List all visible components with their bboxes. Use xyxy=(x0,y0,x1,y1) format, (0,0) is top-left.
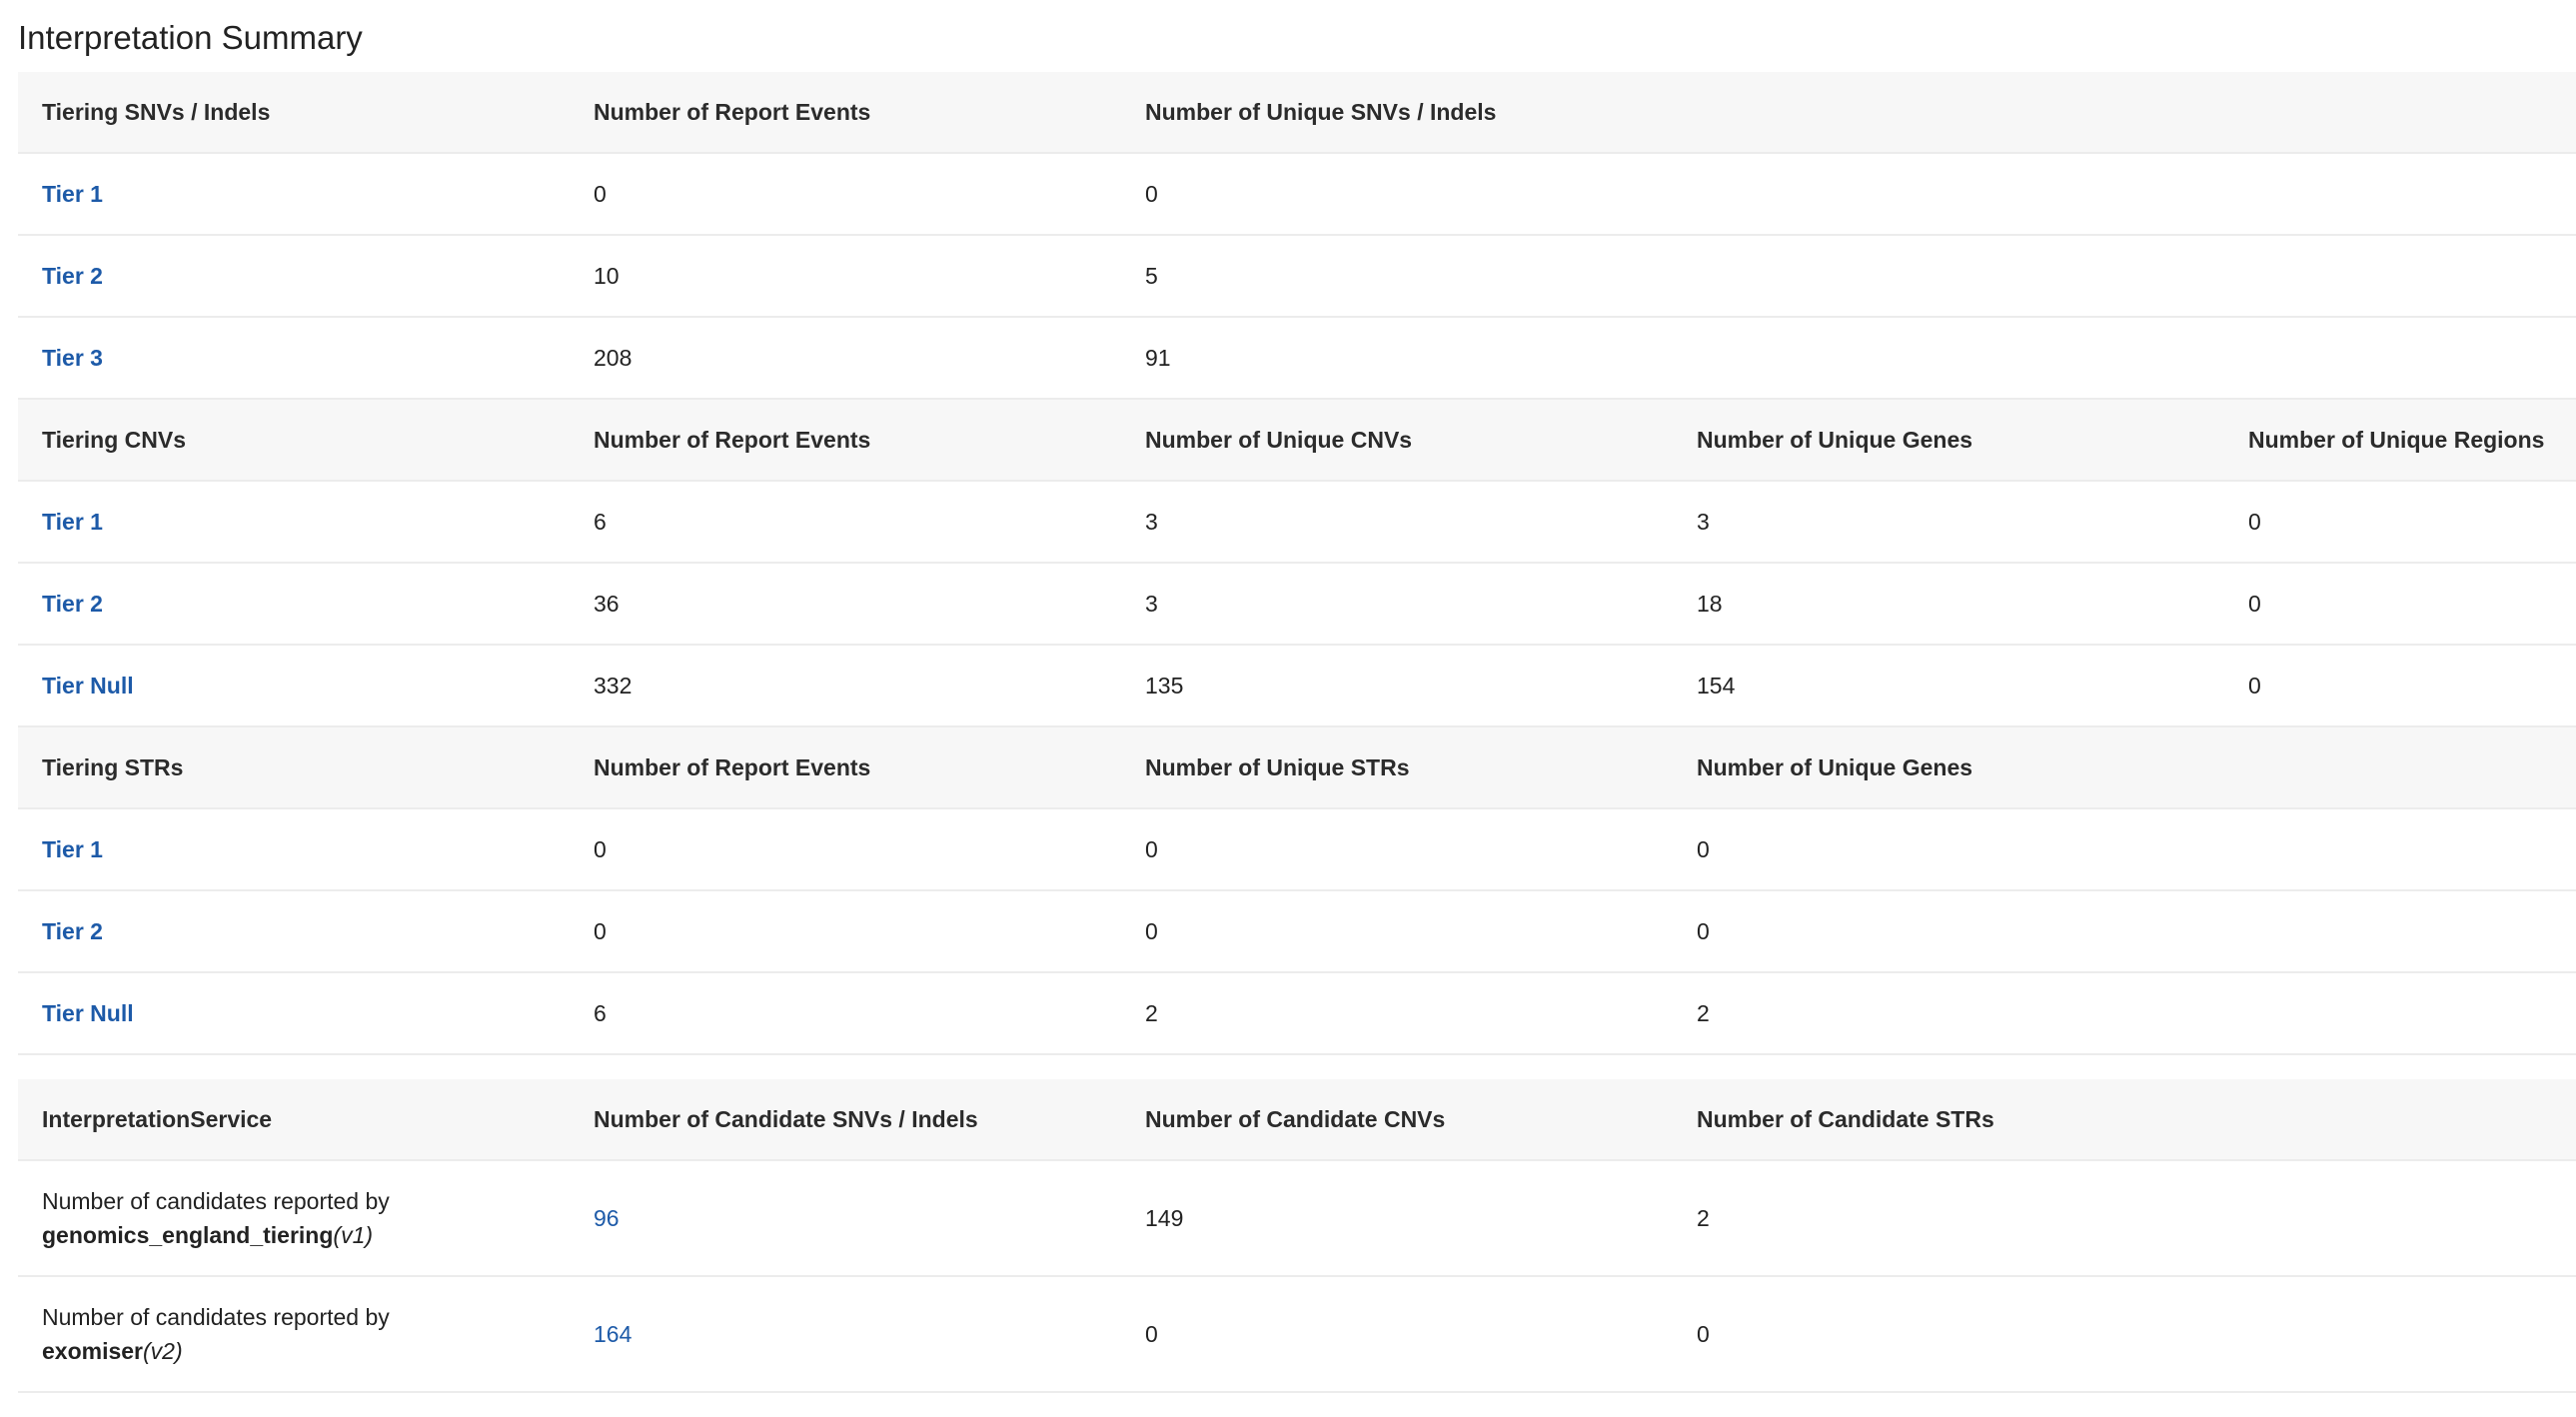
str-tier-1-report-events: 0 xyxy=(594,836,607,862)
cnv-tier-1-link[interactable]: Tier 1 xyxy=(42,509,103,535)
str-header-unique-genes: Number of Unique Genes xyxy=(1697,754,1973,780)
cnv-header-tiering: Tiering CNVs xyxy=(42,427,186,453)
cnv-tier-null-unique-genes: 154 xyxy=(1697,673,1736,699)
service-label xyxy=(42,1300,390,1368)
str-tier-1-link[interactable]: Tier 1 xyxy=(42,836,103,862)
cnv-tier-2-link[interactable]: Tier 2 xyxy=(42,591,103,617)
snv-tier-2-unique: 5 xyxy=(1145,263,1158,289)
snv-header-report-events: Number of Report Events xyxy=(594,99,871,125)
str-tier-2-unique-strs: 0 xyxy=(1145,918,1158,944)
cnv-tier-2-report-events: 36 xyxy=(594,591,620,617)
str-tier-1-unique-strs: 0 xyxy=(1145,836,1158,862)
cnv-tier-null-unique-regions: 0 xyxy=(2248,673,2261,699)
str-tier-2-report-events: 0 xyxy=(594,918,607,944)
str-tier-null-report-events: 6 xyxy=(594,1000,607,1026)
candidate-strs-value: 2 xyxy=(1697,1205,1710,1231)
str-row-tier-null xyxy=(18,973,2576,1055)
service-row-genomics-england-tiering xyxy=(18,1161,2576,1277)
snv-row-tier-3 xyxy=(18,318,2576,400)
cnv-tier-1-unique-cnvs: 3 xyxy=(1145,509,1158,535)
str-tier-null-link[interactable]: Tier Null xyxy=(42,1000,134,1026)
cnv-row-tier-null xyxy=(18,646,2576,727)
cnv-row-tier-1 xyxy=(18,482,2576,564)
service-name: exomiser xyxy=(42,1338,144,1364)
cnv-tier-1-report-events: 6 xyxy=(594,509,607,535)
service-label-prefix: Number of candidates reported by xyxy=(42,1304,390,1330)
cnv-header-unique-cnvs: Number of Unique CNVs xyxy=(1145,427,1413,453)
cnv-tier-null-report-events: 332 xyxy=(594,673,633,699)
service-table-header xyxy=(18,1079,2576,1161)
str-tier-null-unique-genes: 2 xyxy=(1697,1000,1710,1026)
cnv-tier-null-unique-cnvs: 135 xyxy=(1145,673,1184,699)
service-version: (v2) xyxy=(143,1338,183,1364)
snv-tier-3-unique: 91 xyxy=(1145,345,1171,371)
str-row-tier-1 xyxy=(18,809,2576,891)
table-spacer xyxy=(18,1055,2576,1079)
str-tier-2-link[interactable]: Tier 2 xyxy=(42,918,103,944)
candidate-strs-value: 0 xyxy=(1697,1321,1710,1347)
str-row-tier-2 xyxy=(18,891,2576,973)
snv-row-tier-1 xyxy=(18,154,2576,236)
service-header-name: InterpretationService xyxy=(42,1106,273,1132)
service-version: (v1) xyxy=(333,1222,374,1248)
snv-tier-1-link[interactable]: Tier 1 xyxy=(42,181,103,207)
interpretation-summary-tables xyxy=(18,72,2576,1393)
snv-header-unique: Number of Unique SNVs / Indels xyxy=(1145,99,1497,125)
snv-tier-3-report-events: 208 xyxy=(594,345,633,371)
cnv-tier-2-unique-cnvs: 3 xyxy=(1145,591,1158,617)
str-table-header xyxy=(18,727,2576,809)
snv-tier-1-unique: 0 xyxy=(1145,181,1158,207)
cnv-header-unique-regions: Number of Unique Regions xyxy=(2248,427,2545,453)
snv-tier-2-link[interactable]: Tier 2 xyxy=(42,263,103,289)
cnv-tier-2-unique-regions: 0 xyxy=(2248,591,2261,617)
str-tier-null-unique-strs: 2 xyxy=(1145,1000,1158,1026)
candidate-cnvs-value: 149 xyxy=(1145,1205,1184,1231)
str-header-unique-strs: Number of Unique STRs xyxy=(1145,754,1410,780)
service-header-candidate-strs: Number of Candidate STRs xyxy=(1697,1106,1994,1132)
str-tier-1-unique-genes: 0 xyxy=(1697,836,1710,862)
cnv-header-report-events: Number of Report Events xyxy=(594,427,871,453)
cnv-tier-null-link[interactable]: Tier Null xyxy=(42,673,134,699)
snv-header-tiering: Tiering SNVs / Indels xyxy=(42,99,271,125)
service-label-prefix: Number of candidates reported by xyxy=(42,1188,390,1214)
snv-tier-3-link[interactable]: Tier 3 xyxy=(42,345,103,371)
str-header-report-events: Number of Report Events xyxy=(594,754,871,780)
service-label xyxy=(42,1184,390,1252)
service-name: genomics_england_tiering xyxy=(42,1222,334,1248)
str-tier-2-unique-genes: 0 xyxy=(1697,918,1710,944)
service-header-candidate-snvs: Number of Candidate SNVs / Indels xyxy=(594,1106,978,1132)
snv-tier-1-report-events: 0 xyxy=(594,181,607,207)
page-title: Interpretation Summary xyxy=(18,19,363,56)
service-row-exomiser xyxy=(18,1277,2576,1393)
candidate-snvs-link[interactable]: 96 xyxy=(594,1205,620,1231)
cnv-tier-1-unique-regions: 0 xyxy=(2248,509,2261,535)
service-header-candidate-cnvs: Number of Candidate CNVs xyxy=(1145,1106,1446,1132)
candidate-cnvs-value: 0 xyxy=(1145,1321,1158,1347)
cnv-row-tier-2 xyxy=(18,564,2576,646)
snv-row-tier-2 xyxy=(18,236,2576,318)
cnv-table-header xyxy=(18,400,2576,482)
cnv-tier-1-unique-genes: 3 xyxy=(1697,509,1710,535)
candidate-snvs-link[interactable]: 164 xyxy=(594,1321,633,1347)
str-header-tiering: Tiering STRs xyxy=(42,754,184,780)
cnv-tier-2-unique-genes: 18 xyxy=(1697,591,1723,617)
snv-tier-2-report-events: 10 xyxy=(594,263,620,289)
snv-table-header xyxy=(18,72,2576,154)
cnv-header-unique-genes: Number of Unique Genes xyxy=(1697,427,1973,453)
